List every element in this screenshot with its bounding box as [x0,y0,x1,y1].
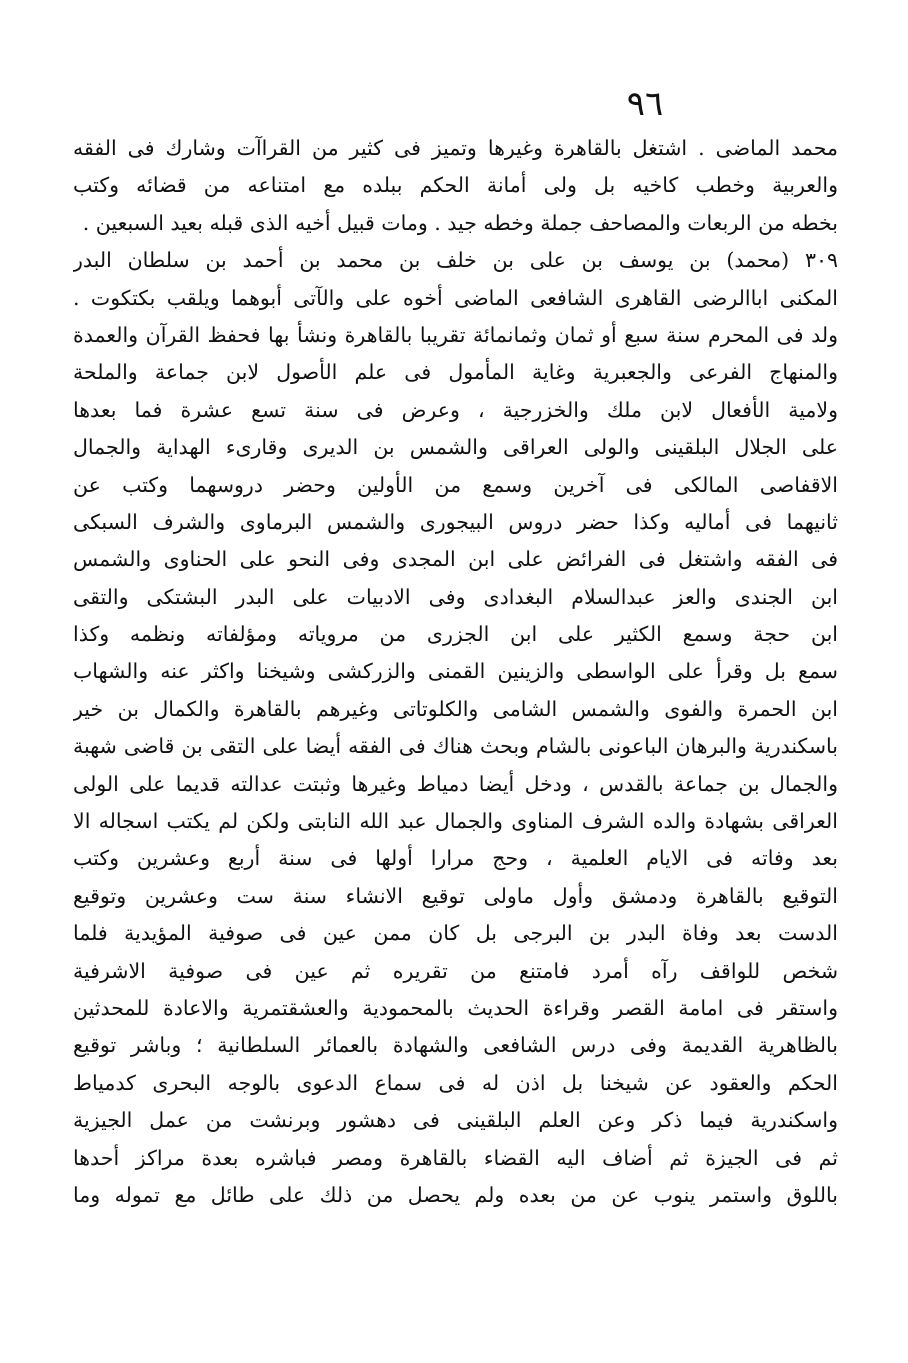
text-line: فى الفقه واشتغل فى الفرائض على ابن المجدى وفى النحو على الحناوى والشمس [73,547,838,572]
text-line: ابن الجندى والعز عبدالسلام البغدادى وفى الادبيات على البدر البشتكى والتقى [73,584,838,609]
text-line: ولامية الأفعال لابن ملك والخزرجية ، وعرض فى سنة تسع عشرة فما بعدها [73,397,838,422]
text-line: ثم فى الجيزة ثم أضاف اليه القضاء بالقاهرة ومصر فباشره بعدة مراكز أحدها [73,1145,838,1170]
text-line: سمع بل وقرأ على الواسطى والزينين القمنى والزركشى وشيخنا واكثر عنه والشهاب [73,659,838,684]
page-number: ٩٦ [626,84,664,124]
text-line: باسكندرية والبرهان الباعونى بالشام وبحث هناك فى الفقه أيضا على التقى بن قاضى شهبة [73,734,838,759]
text-line: واستقر فى امامة القصر وقراءة الحديث بالمحمودية والعشقتمرية والاعادة للمحدثين [73,995,838,1020]
body-text [73,130,838,1214]
text-line: والجمال بن جماعة بالقدس ، ودخل أيضا دمياط وغيرها وثبتت عدالته قديما على الولى [73,771,838,796]
text-line: العراقى بشهادة والده الشرف المناوى والجمال عبد الله النابتى ولكن لم يكتب اسجاله الا [73,809,838,834]
text-line: ابن الحمرة والفوى والشمس الشامى والكلوتاتى وغيرهم بالقاهرة والكمال بن خير [73,696,838,721]
text-line: ثانيهما فى أماليه وكذا حضر دروس البيجورى والشمس البرماوى والشرف السبكى [73,509,838,534]
text-line: محمد الماضى . اشتغل بالقاهرة وغيرها وتميز فى كثير من القراآت وشارك فى الفقه [73,136,838,160]
text-line: والعربية وخطب كاخيه بل ولى أمانة الحكم ببلده مع امتناعه من قضائه وكتب [73,173,838,198]
text-line: بخطه من الربعات والمصاحف جملة وخطه جيد . ومات قبيل أخيه الذى قبله بعيد السبعين . [82,210,838,235]
text-line: شخص للواقف رآه أمرد فامتنع من تقريره ثم عين فى صوفية الاشرفية [73,958,838,983]
text-line: التوقيع بالقاهرة ودمشق وأول ماولى توقيع الانشاء سنة ست وعشرين وتوقيع [73,883,838,908]
text-line: ولد فى المحرم سنة سبع أو ثمان وثمانمائة تقريبا بالقاهرة ونشأ بها فحفظ القرآن والعمدة [73,322,838,347]
text-line: الحكم والعقود عن شيخنا بل اذن له فى سماع الدعوى بالوجه البحرى كدمياط [73,1070,838,1095]
text-line: باللوق واستمر ينوب عن من بعده ولم يحصل من ذلك على طائل مع تموله وما [73,1182,838,1207]
text-line: والمنهاج الفرعى والجعبرية وغاية المأمول فى علم الأصول لابن جماعة والملحة [73,360,838,385]
entry-heading-line: ٣٠٩ (محمد) بن يوسف بن على بن خلف بن محمد بن أحمد بن سلطان البدر [73,248,838,273]
text-line: بعد وفاته فى الايام العلمية ، وحج مرارا أولها فى سنة أربع وعشرين وكتب [73,846,838,871]
text-line: الاقفاصى المالكى فى آخرين وسمع من الأولين وحضر دروسهما وكتب عن [73,472,838,497]
text-line: الدست بعد وفاة البدر بن البرجى بل كان ممن عين فى صوفية المؤيدية فلما [73,921,838,946]
text-line: على الجلال البلقينى والولى العراقى والشمس بن الديرى وقارىء الهداية والجمال [73,435,838,460]
text-line: ابن حجة وسمع الكثير على ابن الجزرى من مروياته ومؤلفاته ونظمه وكذا [73,622,838,647]
text-line: واسكندرية فيما ذكر وعن العلم البلقينى فى دهشور وبرنشت من عمل الجيزية [73,1108,838,1133]
text-line: المكنى اباالرضى القاهرى الشافعى الماضى أخوه على والآتى أبوهما ويلقب بكتكوت . [73,285,838,310]
text-line: بالظاهرية القديمة وفى درس الشافعى والشهادة بالعمائر السلطانية ؛ وباشر توقيع [73,1033,838,1058]
